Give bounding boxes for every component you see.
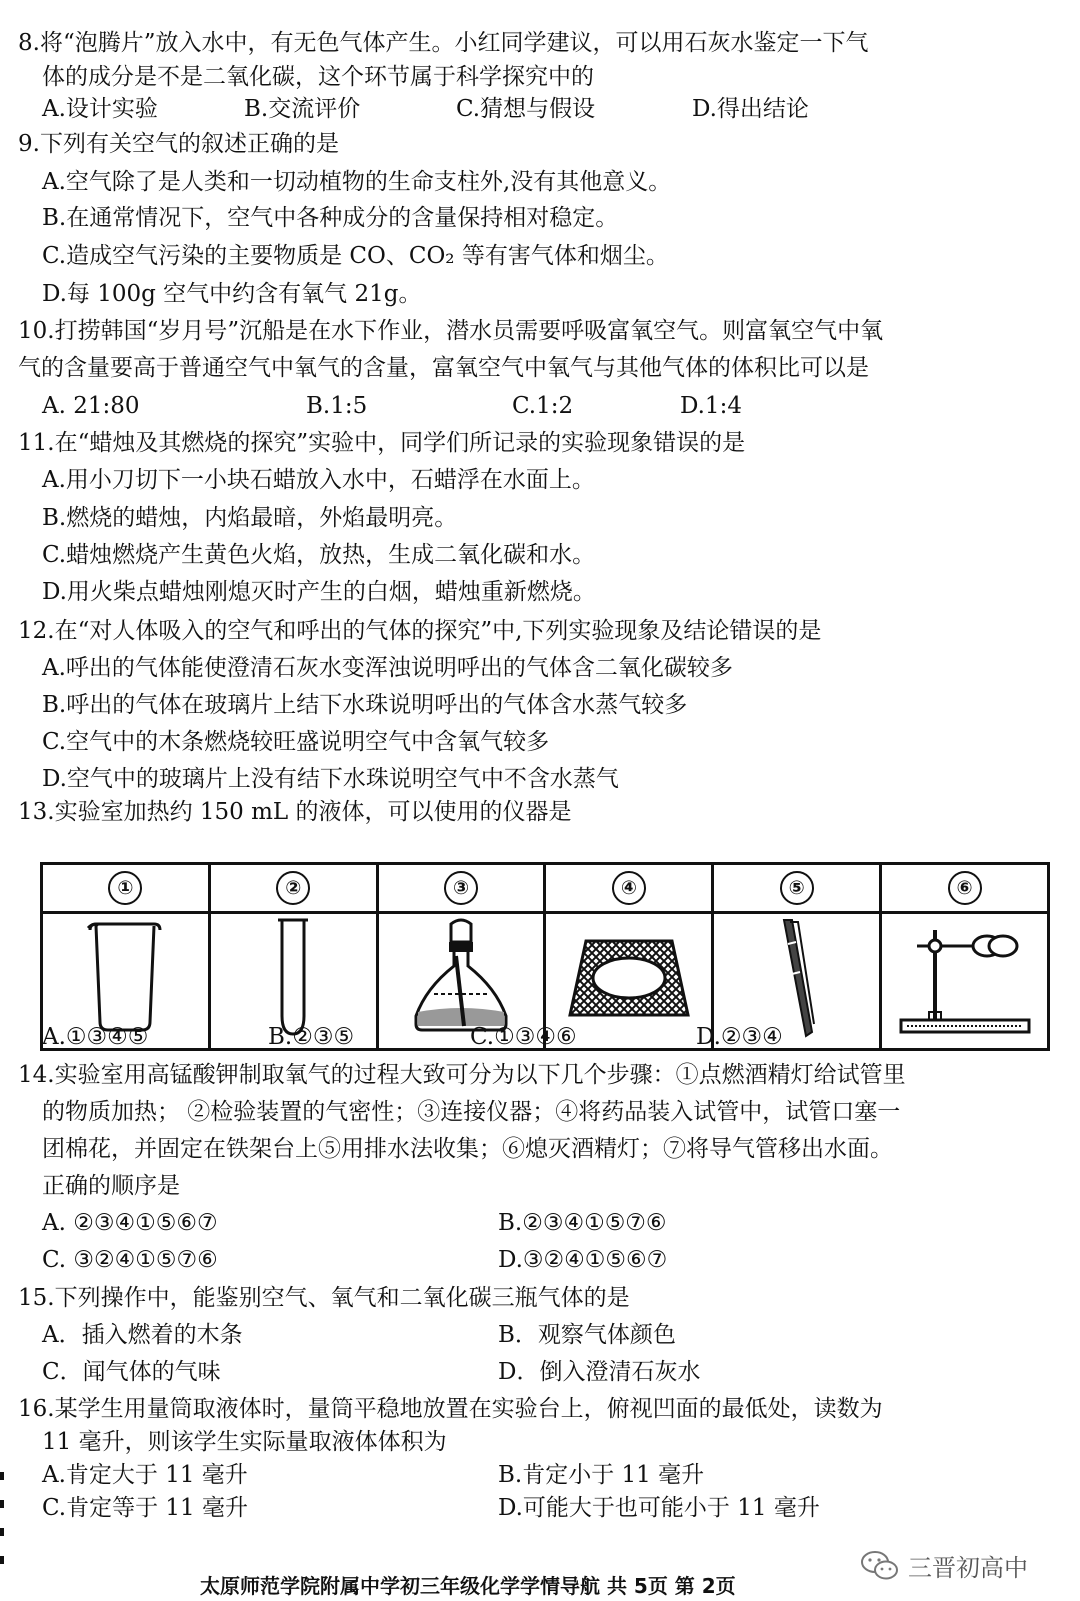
q16-option-a: A.肯定大于 11 毫升 bbox=[42, 1462, 248, 1488]
q14-stem-line4: 正确的顺序是 bbox=[42, 1173, 180, 1199]
q15-option-a: A．插入燃着的木条 bbox=[42, 1322, 243, 1348]
q9-stem: 9.下列有关空气的叙述正确的是 bbox=[18, 131, 339, 157]
page-footer: 太原师范学院附属中学初三年级化学学情导航 共 5页 第 2页 bbox=[200, 1574, 736, 1598]
watermark bbox=[860, 1548, 1028, 1583]
q9-option-b: B.在通常情况下，空气中各种成分的含量保持相对稳定。 bbox=[42, 205, 619, 231]
watermark-text: 三晋初高中 bbox=[908, 1554, 1028, 1582]
q15-option-b: B．观察气体颜色 bbox=[498, 1322, 676, 1348]
q16-option-b: B.肯定小于 11 毫升 bbox=[498, 1462, 705, 1488]
q13-option-a: A.①③④⑤ bbox=[42, 1024, 149, 1050]
q11-stem: 11.在“蜡烛及其燃烧的探究”实验中，同学们所记录的实验现象错误的是 bbox=[18, 430, 746, 456]
q14-option-c: C. ③②④①⑤⑦⑥ bbox=[42, 1247, 218, 1273]
q9-option-d: D.每 100g 空气中约含有氧气 21g。 bbox=[42, 281, 422, 307]
q10-stem-line2: 气的含量要高于普通空气中氧气的含量，富氧空气中氧气与其他气体的体积比可以是 bbox=[18, 355, 869, 381]
q15-stem: 15.下列操作中，能鉴别空气、氧气和二氧化碳三瓶气体的是 bbox=[18, 1285, 630, 1311]
q15-option-d: D．倒入澄清石灰水 bbox=[498, 1359, 701, 1385]
q16-stem-line2: 11 毫升，则该学生实际量取液体体积为 bbox=[42, 1429, 447, 1455]
q11-option-d: D.用火柴点蜡烛刚熄灭时产生的白烟，蜡烛重新燃烧。 bbox=[42, 579, 596, 605]
q14-option-d: D.③②④①⑤⑥⑦ bbox=[498, 1247, 668, 1273]
wire-gauze-icon bbox=[564, 933, 694, 1023]
q11-option-b: B.燃烧的蜡烛，内焰最暗，外焰最明亮。 bbox=[42, 505, 458, 531]
q15-option-c: C．闻气体的气味 bbox=[42, 1359, 221, 1385]
q8-stem-line1: 8.将“泡腾片”放入水中，有无色气体产生。小红同学建议，可以用石灰水鉴定一下气 bbox=[18, 30, 869, 56]
apparatus-label-4: ④ bbox=[545, 864, 713, 913]
apparatus-label-5: ⑤ bbox=[713, 864, 881, 913]
q14-option-b: B.②③④①⑤⑦⑥ bbox=[498, 1210, 667, 1236]
q10-stem-line1: 10.打捞韩国“岁月号”沉船是在水下作业，潜水员需要呼吸富氧空气。则富氧空气中氧 bbox=[18, 318, 884, 344]
q12-option-a: A.呼出的气体能使澄清石灰水变浑浊说明呼出的气体含二氧化碳较多 bbox=[42, 655, 733, 681]
q16-option-c: C.肯定等于 11 毫升 bbox=[42, 1495, 248, 1521]
q14-option-a: A. ②③④①⑤⑥⑦ bbox=[42, 1210, 218, 1236]
q16-stem-line1: 16.某学生用量筒取液体时，量筒平稳地放置在实验台上，俯视凹面的最低处，读数为 bbox=[18, 1396, 883, 1422]
q9-option-a: A.空气除了是人类和一切动植物的生命支柱外,没有其他意义。 bbox=[42, 169, 672, 195]
q10-option-a: A. 21:80 bbox=[42, 393, 140, 419]
margin-mark bbox=[0, 1500, 4, 1508]
apparatus-label-2: ② bbox=[209, 864, 377, 913]
q11-option-a: A.用小刀切下一小块石蜡放入水中，石蜡浮在水面上。 bbox=[42, 467, 595, 493]
q10-option-c: C.1:2 bbox=[512, 393, 574, 419]
q8-option-a: A.设计实验 bbox=[42, 96, 158, 122]
apparatus-label-1: ① bbox=[42, 864, 210, 913]
q8-option-c: C.猜想与假设 bbox=[456, 96, 596, 122]
q11-option-c: C.蜡烛燃烧产生黄色火焰，放热，生成二氧化碳和水。 bbox=[42, 542, 596, 568]
q13-option-b: B.②③⑤ bbox=[268, 1024, 355, 1050]
q8-stem-line2: 体的成分是不是二氧化碳，这个环节属于科学探究中的 bbox=[42, 64, 594, 90]
iron-stand-icon bbox=[895, 916, 1035, 1040]
apparatus-label-3: ③ bbox=[377, 864, 545, 913]
q14-stem-line2: 的物质加热； ②检验装置的气密性；③连接仪器；④将药品装入试管中，试管口塞一 bbox=[42, 1099, 901, 1125]
q10-option-b: B.1:5 bbox=[306, 393, 368, 419]
q9-option-c: C.造成空气污染的主要物质是 CO、CO₂ 等有害气体和烟尘。 bbox=[42, 243, 669, 269]
q14-stem-line3: 团棉花，并固定在铁架台上⑤用排水法收集；⑥熄灭酒精灯；⑦将导气管移出水面。 bbox=[42, 1136, 893, 1162]
q10-option-d: D.1:4 bbox=[680, 393, 742, 419]
margin-mark bbox=[0, 1472, 4, 1480]
q12-stem: 12.在“对人体吸入的空气和呼出的气体的探究”中,下列实验现象及结论错误的是 bbox=[18, 618, 822, 644]
q12-option-c: C.空气中的木条燃烧较旺盛说明空气中含氧气较多 bbox=[42, 729, 550, 755]
q13-stem: 13.实验室加热约 150 mL 的液体，可以使用的仪器是 bbox=[18, 799, 572, 825]
margin-mark bbox=[0, 1528, 4, 1536]
margin-mark bbox=[0, 1556, 4, 1564]
q14-stem-line1: 14.实验室用高锰酸钾制取氧气的过程大致可分为以下几个步骤：①点燃酒精灯给试管里 bbox=[18, 1062, 906, 1088]
q12-option-b: B.呼出的气体在玻璃片上结下水珠说明呼出的气体含水蒸气较多 bbox=[42, 692, 688, 718]
q13-option-d: D.②③④ bbox=[696, 1024, 783, 1050]
apparatus-cell-6 bbox=[881, 913, 1049, 1050]
q12-option-d: D.空气中的玻璃片上没有结下水珠说明空气中不含水蒸气 bbox=[42, 766, 619, 792]
q16-option-d: D.可能大于也可能小于 11 毫升 bbox=[498, 1495, 820, 1521]
apparatus-label-6: ⑥ bbox=[881, 864, 1049, 913]
q13-option-c: C.①③④⑥ bbox=[470, 1024, 577, 1050]
q8-option-b: B.交流评价 bbox=[244, 96, 361, 122]
wechat-icon bbox=[860, 1549, 900, 1583]
q8-option-d: D.得出结论 bbox=[692, 96, 809, 122]
